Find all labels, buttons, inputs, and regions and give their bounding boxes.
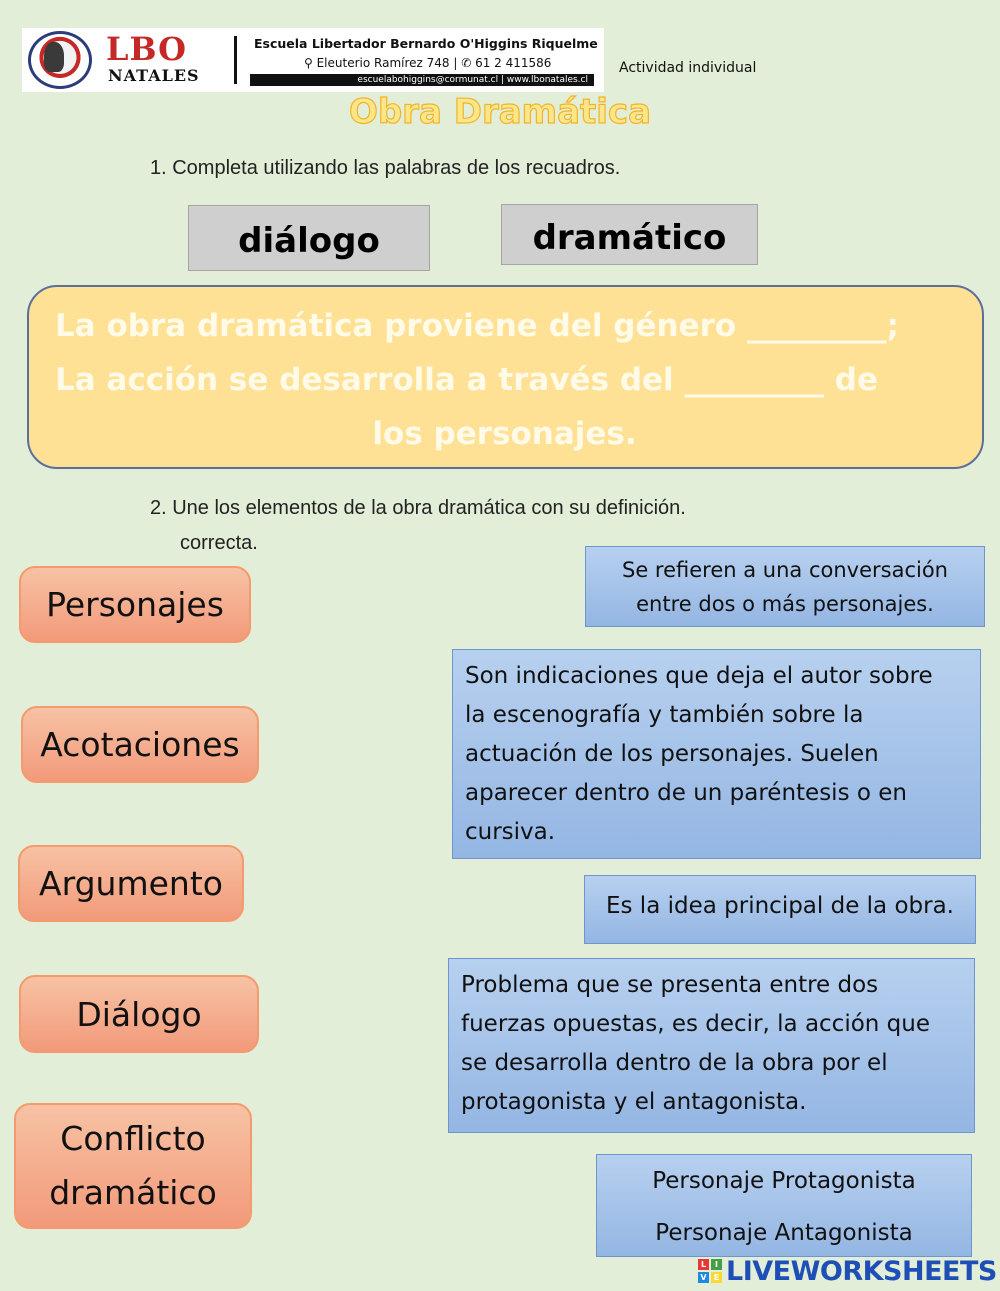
- term-conflicto-dramatico[interactable]: [14, 1103, 252, 1229]
- school-name: Escuela Libertador Bernardo O'Higgins Riquelme: [254, 36, 598, 51]
- definition-dialogo[interactable]: [585, 546, 985, 627]
- definition-line: Se refieren a una conversación: [622, 558, 948, 582]
- term-label: Acotaciones: [40, 725, 240, 764]
- logo-main-text: LBO: [106, 30, 188, 68]
- definition-argumento[interactable]: Es la idea principal de la obra.: [584, 875, 976, 944]
- page-title: Obra Dramática: [348, 92, 652, 132]
- definition-line: aparecer dentro de un paréntesis o en: [465, 780, 907, 806]
- definition-line: Personaje Protagonista: [652, 1168, 916, 1194]
- definition-line: la escenografía y también sobre la: [465, 702, 864, 728]
- term-argumento[interactable]: [18, 845, 244, 922]
- school-address: ⚲ Eleuterio Ramírez 748 | ✆ 61 2 411586: [304, 56, 552, 70]
- definition-line: entre dos o más personajes.: [636, 592, 934, 616]
- term-acotaciones[interactable]: [21, 706, 259, 783]
- definition-line: se desarrolla dentro de la obra por el: [461, 1050, 888, 1076]
- definition-personajes[interactable]: [596, 1154, 972, 1257]
- instruction-2-continued: correcta.: [180, 532, 258, 554]
- portrait-icon: [44, 42, 64, 72]
- definition-line: Personaje Antagonista: [655, 1220, 913, 1246]
- logo-cell: E: [711, 1272, 722, 1283]
- school-header-banner: [22, 28, 604, 92]
- activity-label: Actividad individual: [619, 60, 757, 76]
- definition-line: protagonista y el antagonista.: [461, 1089, 807, 1115]
- logo-cell: I: [711, 1259, 722, 1270]
- school-contact: escuelabohiggins@cormunat.cl | www.lbonatales.cl: [250, 74, 594, 86]
- definition-line: Problema que se presenta entre dos: [461, 972, 879, 998]
- term-personajes[interactable]: [19, 566, 251, 643]
- liveworksheets-logo-icon: [698, 1259, 722, 1283]
- definition-conflicto[interactable]: [448, 958, 975, 1133]
- term-dialogo[interactable]: [19, 975, 259, 1053]
- liveworksheets-brand-text: LIVEWORKSHEETS: [726, 1255, 997, 1287]
- definition-line: cursiva.: [465, 819, 556, 845]
- definition-acotaciones[interactable]: [452, 649, 981, 859]
- term-label: Diálogo: [76, 994, 202, 1034]
- term-label: Argumento: [39, 864, 223, 903]
- fill-in-sentence-box: [27, 285, 984, 469]
- liveworksheets-brand: [698, 1255, 998, 1287]
- instruction-1: 1. Completa utilizando las palabras de los recuadros.: [150, 157, 621, 179]
- word-bank-item-dramatico[interactable]: dramático: [501, 204, 758, 265]
- word-bank-item-dialogo[interactable]: diálogo: [188, 205, 430, 271]
- definition-line: actuación de los personajes. Suelen: [465, 741, 879, 767]
- definition-line: fuerzas opuestas, es decir, la acción que: [461, 1011, 931, 1037]
- term-label: Personajes: [46, 585, 224, 624]
- header-divider: [234, 36, 237, 84]
- sentence-line-2[interactable]: La acción se desarrolla a través del _________ de: [55, 362, 878, 398]
- logo-cell: L: [698, 1259, 709, 1270]
- definition-line: Son indicaciones que deja el autor sobre: [465, 663, 933, 689]
- instruction-2: 2. Une los elementos de la obra dramática con su definición.: [150, 497, 686, 519]
- logo-cell: V: [698, 1272, 709, 1283]
- term-label-line-2: dramático: [49, 1173, 217, 1212]
- term-label-line-1: Conflicto: [60, 1119, 206, 1158]
- sentence-line-3: los personajes.: [372, 416, 637, 452]
- logo-sub-text: NATALES: [108, 66, 200, 85]
- sentence-line-1[interactable]: La obra dramática proviene del género _________;: [55, 308, 899, 344]
